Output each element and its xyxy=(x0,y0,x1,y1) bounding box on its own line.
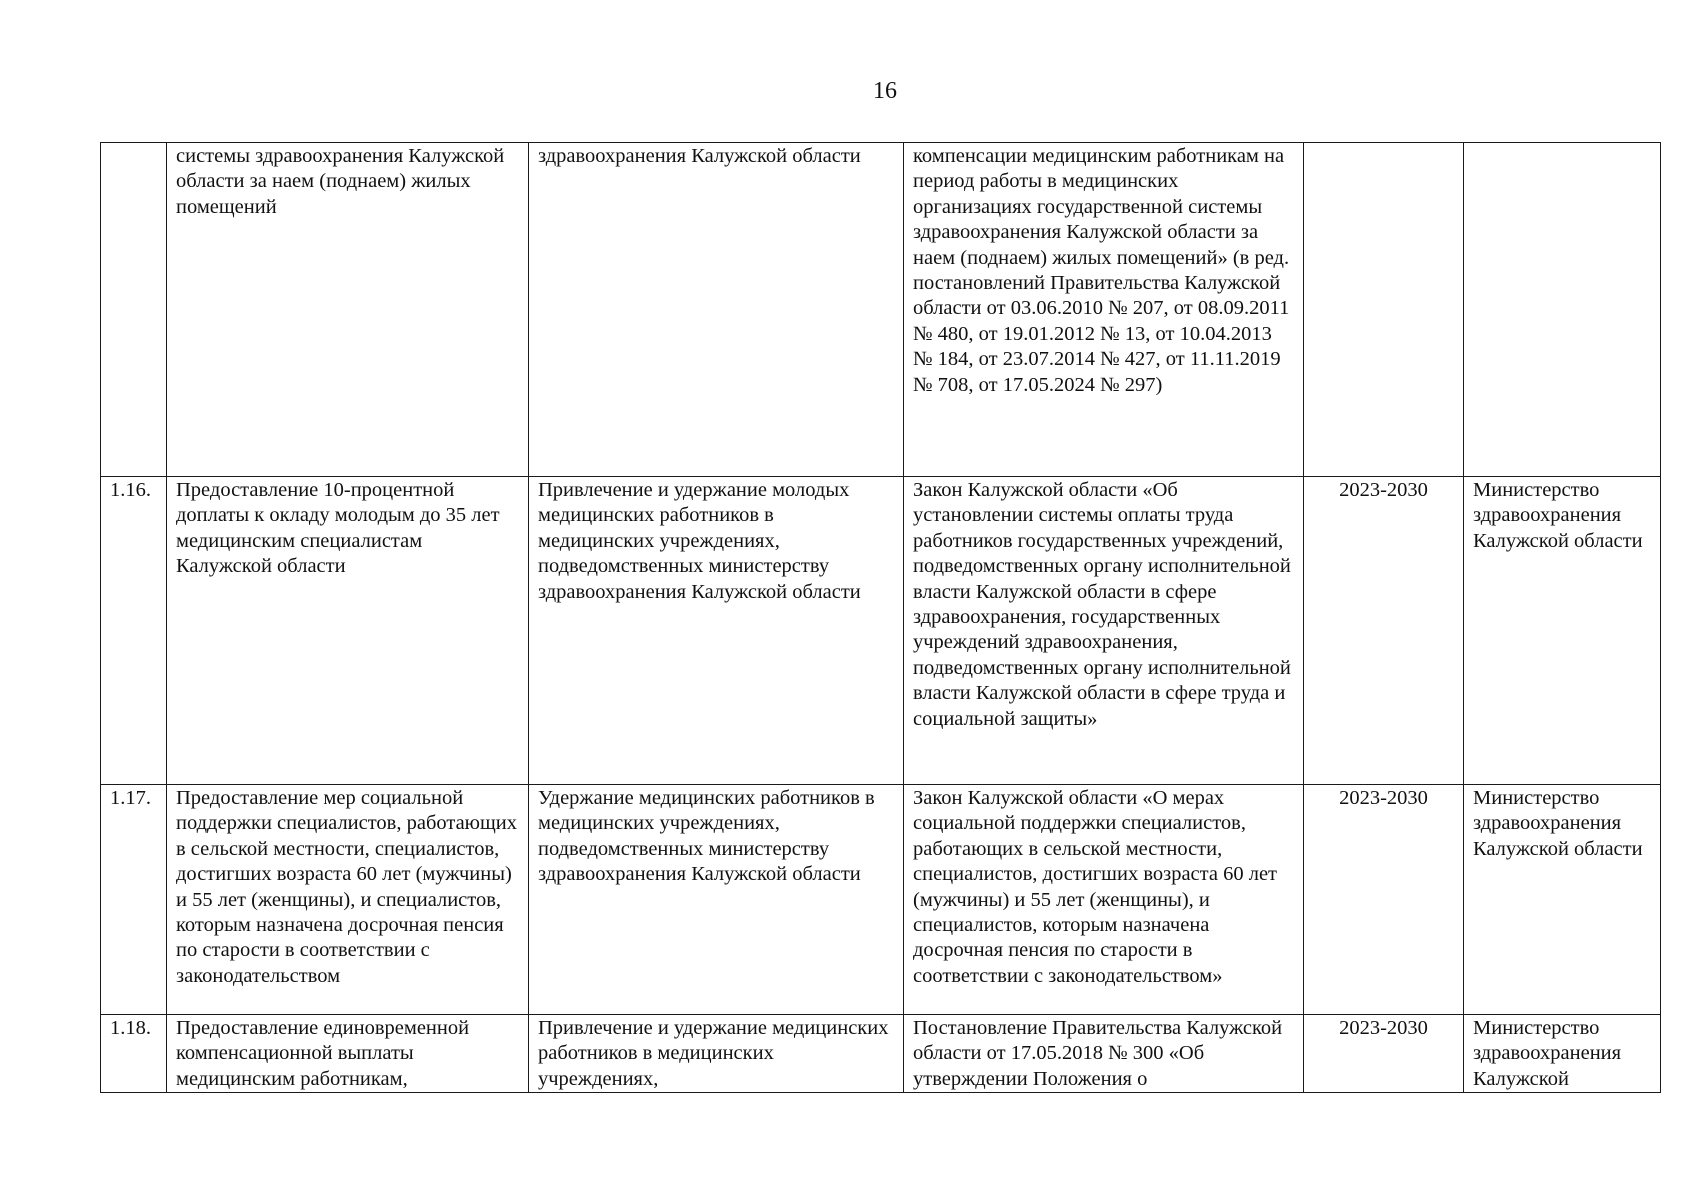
period-cell: 2023-2030 xyxy=(1304,1015,1464,1093)
row-number xyxy=(101,143,167,477)
goal-cell: Удержание медицинских работников в медицинских учреждениях, подведомственных министерству здравоохранения Калужской области xyxy=(529,785,904,1015)
goal-cell: Привлечение и удержание медицинских работников в медицинских учреждениях, xyxy=(529,1015,904,1093)
responsible-cell: Министерство здравоохранения Калужской области xyxy=(1464,477,1661,785)
period-cell xyxy=(1304,143,1464,477)
legal-basis-cell: Постановление Правительства Калужской области от 17.05.2018 № 300 «Об утверждении Положения о xyxy=(904,1015,1304,1093)
table-row xyxy=(101,785,1661,1015)
legal-basis-cell: Закон Калужской области «Об установлении системы оплаты труда работников государственных учреждений, подведомственных органу исполнительной власти Калужской области в сфере здравоохранения, государственных учреждений здравоохранения, подведомственных органу исполнительной власти Калужской области в сфере труда и социальной защиты» xyxy=(904,477,1304,785)
table-row xyxy=(101,1015,1661,1093)
goal-cell: Привлечение и удержание молодых медицинских работников в медицинских учреждениях, подведомственных министерству здравоохранения Калужской области xyxy=(529,477,904,785)
responsible-cell xyxy=(1464,143,1661,477)
row-number: 1.17. xyxy=(101,785,167,1015)
legal-basis-cell: компенсации медицинским работникам на период работы в медицинских организациях государственной системы здравоохранения Калужской области за наем (поднаем) жилых помещений» (в ред. постановлений Правительства Калужской области от 03.06.2010 № 207, от 08.09.2011 № 480, от 19.01.2012 № 13, от 10.04.2013 № 184, от 23.07.2014 № 427, от 11.11.2019 № 708, от 17.05.2024 № 297) xyxy=(904,143,1304,477)
measure-cell: Предоставление мер социальной поддержки специалистов, работающих в сельской местности, специалистов, достигших возраста 60 лет (мужчины) и 55 лет (женщины), и специалистов, которым назначена досрочная пенсия по старости в соответствии с законодательством xyxy=(167,785,529,1015)
measure-cell: Предоставление 10-процентной доплаты к окладу молодым до 35 лет медицинским специалистам Калужской области xyxy=(167,477,529,785)
responsible-cell: Министерство здравоохранения Калужской xyxy=(1464,1015,1661,1093)
legal-basis-cell: Закон Калужской области «О мерах социальной поддержки специалистов, работающих в сельской местности, специалистов, достигших возраста 60 лет (мужчины) и 55 лет (женщины), и специалистов, которым назначена досрочная пенсия по старости в соответствии с законодательством» xyxy=(904,785,1304,1015)
period-cell: 2023-2030 xyxy=(1304,477,1464,785)
period-cell: 2023-2030 xyxy=(1304,785,1464,1015)
row-number: 1.16. xyxy=(101,477,167,785)
table-row xyxy=(101,477,1661,785)
measure-cell: Предоставление единовременной компенсационной выплаты медицинским работникам, xyxy=(167,1015,529,1093)
table-row xyxy=(101,143,1661,477)
measure-cell: системы здравоохранения Калужской области за наем (поднаем) жилых помещений xyxy=(167,143,529,477)
measures-table xyxy=(100,142,1661,1093)
page-number: 16 xyxy=(873,78,897,104)
responsible-cell: Министерство здравоохранения Калужской области xyxy=(1464,785,1661,1015)
goal-cell: здравоохранения Калужской области xyxy=(529,143,904,477)
row-number: 1.18. xyxy=(101,1015,167,1093)
